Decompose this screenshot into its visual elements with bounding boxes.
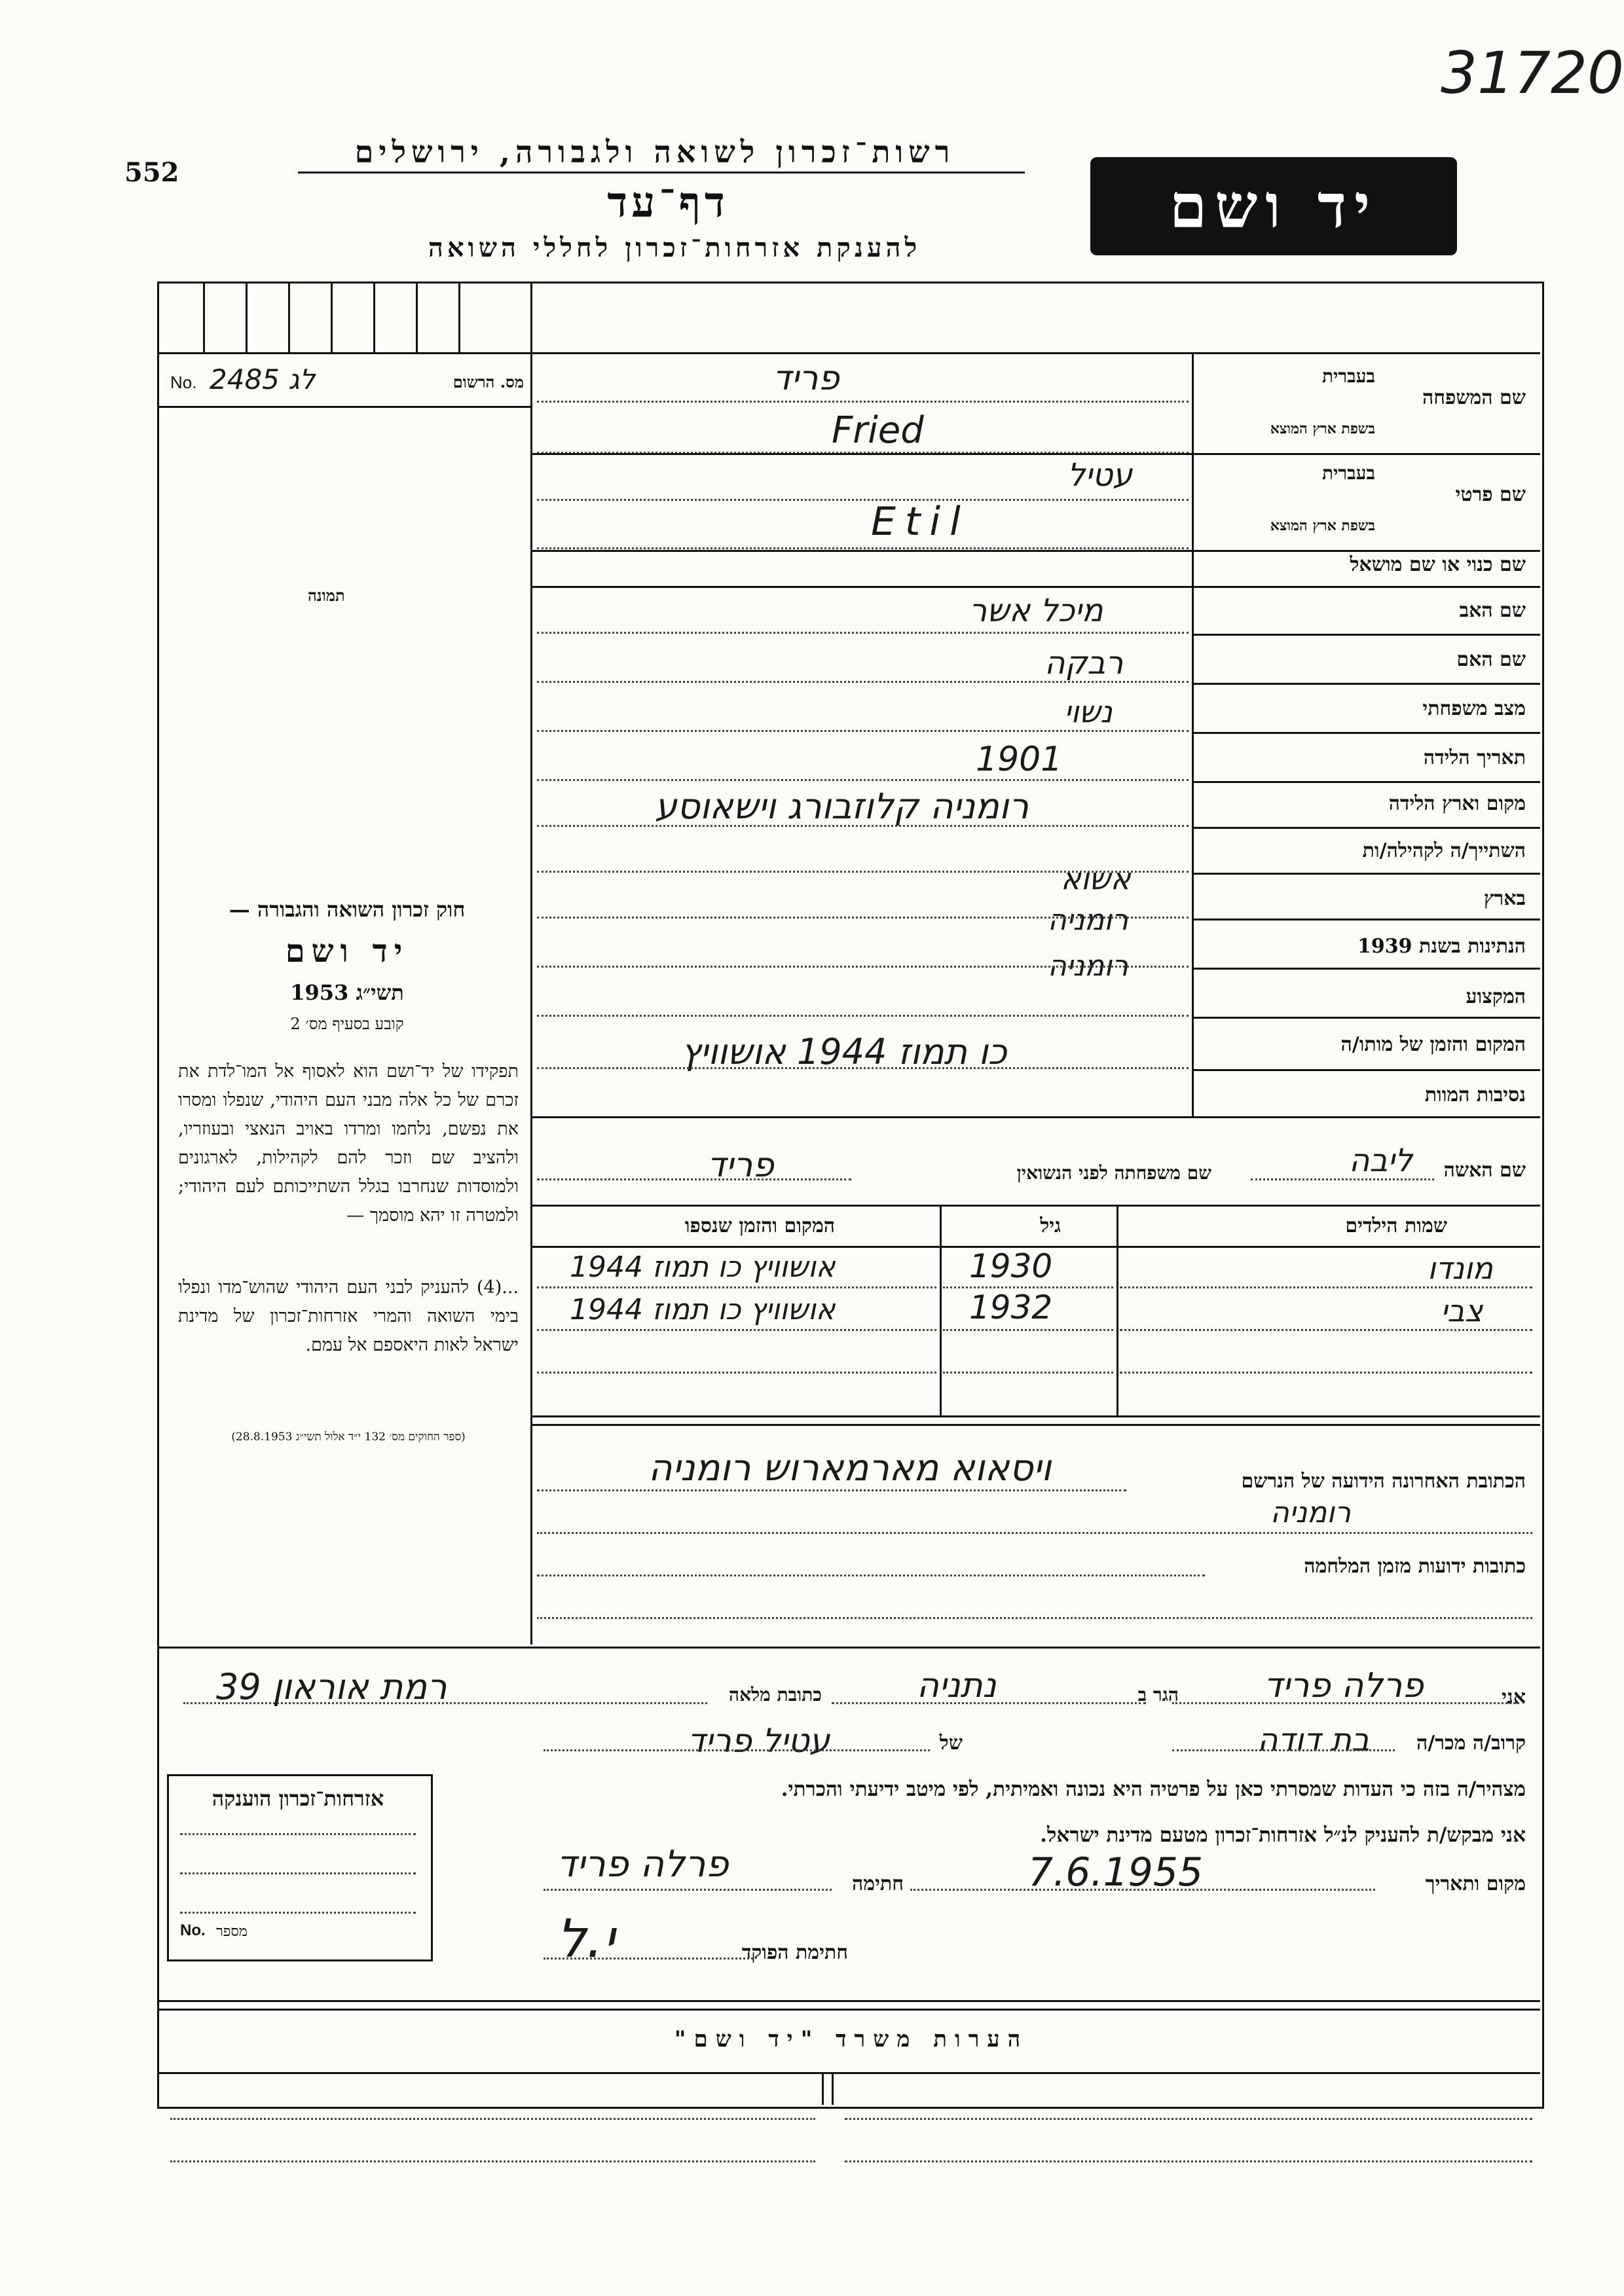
law-year: תשי״ג 1953: [290, 980, 404, 1005]
law-source: (ספר החוקים מס׳ 132 י״ד אלול תשי״ג 28.8.1953): [231, 1430, 466, 1444]
surname-hebrew-value: פריד: [773, 359, 840, 398]
of-label: של: [939, 1732, 963, 1755]
death-label: המקום והזמן של מותו/ה: [1340, 1033, 1526, 1056]
child-place: אושוויץ כו תמוז 1944: [570, 1293, 836, 1326]
war-address-label: כתובות ידועות מזמן המלחמה: [1304, 1555, 1526, 1578]
full-address-label: כתובת מלאה: [728, 1684, 822, 1705]
archive-number: 31720: [1441, 39, 1624, 107]
last-address-label: הכתובת האחרונה הידועה של הנרשם: [1241, 1470, 1526, 1493]
child-place: אושוויץ כו תמוז 1944: [570, 1250, 836, 1284]
declarant-city: נתניה: [917, 1666, 997, 1705]
form-title: דף־עד: [607, 178, 729, 227]
surname-hebrew-sublabel: בעברית: [1321, 365, 1375, 387]
country-label: בארץ: [1483, 887, 1526, 910]
certificate-title: אזרחות־זכרון הוענקה: [212, 1786, 384, 1811]
citizenship-value: רומניה: [1048, 949, 1128, 983]
relation-label: קרוב/ה מכר/ה: [1416, 1732, 1526, 1755]
last-address-country: רומניה: [1270, 1496, 1351, 1529]
community-value: אשוא: [1061, 861, 1131, 896]
father-value: מיכל אשר: [969, 592, 1103, 629]
certificate-no-en: No.: [180, 1922, 206, 1939]
of-value: עטיל פריד: [688, 1722, 830, 1760]
wife-maiden-label: שם משפחתה לפני הנשואין: [1016, 1162, 1211, 1184]
officer-signature: י.ל: [557, 1908, 615, 1969]
firstname-label: שם פרטי: [1455, 483, 1526, 506]
wife-label: שם האשה: [1443, 1159, 1526, 1182]
declarant-full-address: רמת אוראון 39: [216, 1666, 447, 1707]
wife-maiden-value: פריד: [707, 1146, 774, 1185]
birthdate-value: 1901: [976, 740, 1063, 779]
declarant-i-label: אני: [1502, 1686, 1526, 1709]
last-address-value: ויסאוא מארמארוש רומניה: [648, 1447, 1052, 1489]
citizenship-label: הנתינות בשנת 1939: [1357, 935, 1526, 958]
mother-value: רבקה: [1044, 645, 1124, 682]
child-name: מונדו: [1428, 1250, 1493, 1286]
registration-no-en: No.: [170, 373, 197, 392]
place-date-label: מקום ותאריך: [1425, 1872, 1526, 1895]
law-name: יד ושם: [285, 933, 409, 970]
nickname-label: שם כנוי או שם מושאל: [1350, 553, 1526, 576]
marital-label: מצב משפחתי: [1422, 697, 1526, 720]
surname-label: שם המשפחה: [1422, 386, 1526, 409]
child-age: 1930: [969, 1247, 1053, 1285]
circumstances-label: נסיבות המוות: [1424, 1084, 1526, 1106]
yad-vashem-logo: יד ושם: [1090, 157, 1457, 255]
law-clause: קובע בסעיף מס׳ 2: [290, 1015, 404, 1033]
declarant-signature: פרלה פריד: [557, 1843, 729, 1886]
child-age: 1932: [969, 1288, 1053, 1326]
children-header-names: שמות הילדים: [1345, 1214, 1447, 1237]
stamp-number: 552: [124, 157, 179, 188]
form-subtitle: להענקת אזרחות־זכרון לחללי השואה: [428, 232, 921, 263]
law-paragraph-1: תפקידו של יד־ושם הוא לאסוף אל המו־לדת את זכרם של כל אלה מבני העם היהודי, שנפלו ומסרו את נפשם, נלחמו ומרדו באויב הנאצי ובעוזריו, ולהציב שם וזכר להם לקהילות, לארגונים ולמוסדות שנחרבו בגלל השתייכותם לעם היהודי; ולמטרה זו יהא מוסמך —: [178, 1061, 519, 1226]
officer-signature-label: חתימת הפוקד: [741, 1941, 848, 1964]
place-date-value: 7.6.1955: [1028, 1850, 1204, 1895]
photo-label: תמונה: [308, 586, 345, 605]
father-label: שם האב: [1459, 599, 1526, 622]
relation-value: בת דודה: [1257, 1722, 1370, 1758]
registration-no-he: מס. הרשום: [452, 373, 524, 392]
signature-label: חתימה: [852, 1872, 904, 1895]
declaration-statement: מצהיר/ה בזה כי העדות שמסרתי כאן על פרטיה היא נכונה ואמיתית, לפי מיטב ידיעתי והכרתי.: [781, 1777, 1526, 1801]
firstname-origin-value: Etil: [871, 499, 970, 545]
community-label: השתייך/ה לקהילה/ות: [1362, 839, 1526, 862]
country-value: רומניה: [1048, 903, 1128, 937]
certificate-no-he: מספר: [216, 1923, 248, 1940]
surname-origin-value: Fried: [832, 409, 924, 452]
registration-field: [170, 363, 524, 403]
marital-value: נשוי: [1064, 694, 1113, 729]
firstname-hebrew-sublabel: בעברית: [1321, 462, 1375, 484]
surname-origin-sublabel: בשפת ארץ המוצא: [1270, 420, 1375, 437]
birthdate-label: תאריך הלידה: [1423, 746, 1526, 769]
birthplace-value: רומניה קלוזבורג וישאוסע: [655, 786, 1029, 827]
office-notes-title: הערות משרד "יד ושם": [674, 2026, 1029, 2052]
profession-label: המקצוע: [1466, 985, 1526, 1008]
law-paragraph-2: ...(4) להעניק לבני העם היהודי שהוש־מדו ונפלו בימי השואה והמרי אזרחות־זכרון של מדינת ישראל לאות היאספם אל עמם.: [178, 1277, 519, 1355]
declarant-name: פרלה פריד: [1264, 1666, 1424, 1705]
authority-header: רשות־זכרון לשואה ולגבורה, ירושלים: [354, 134, 955, 170]
death-value: כו תמוז 1944 אושוויץ: [681, 1031, 1007, 1072]
firstname-hebrew-value: עטיל: [1067, 457, 1133, 494]
children-header-age: גיל: [1040, 1214, 1061, 1237]
law-title: חוק זכרון השואה והגבורה —: [229, 897, 466, 922]
child-name: צבי: [1441, 1293, 1483, 1328]
children-header-place: המקום והזמן שנספו: [684, 1214, 835, 1237]
firstname-origin-sublabel: בשפת ארץ המוצא: [1270, 517, 1375, 534]
registration-value: 2485 לג: [210, 363, 316, 395]
wife-value: ליבה: [1349, 1142, 1413, 1179]
resides-label: הגר ב: [1137, 1684, 1179, 1705]
declaration-request: אני מבקש/ת להעניק לנ״ל אזרחות־זכרון מטעם מדינת ישראל.: [1040, 1823, 1526, 1847]
birthplace-label: מקום וארץ הלידה: [1388, 792, 1526, 815]
mother-label: שם האם: [1456, 648, 1526, 671]
